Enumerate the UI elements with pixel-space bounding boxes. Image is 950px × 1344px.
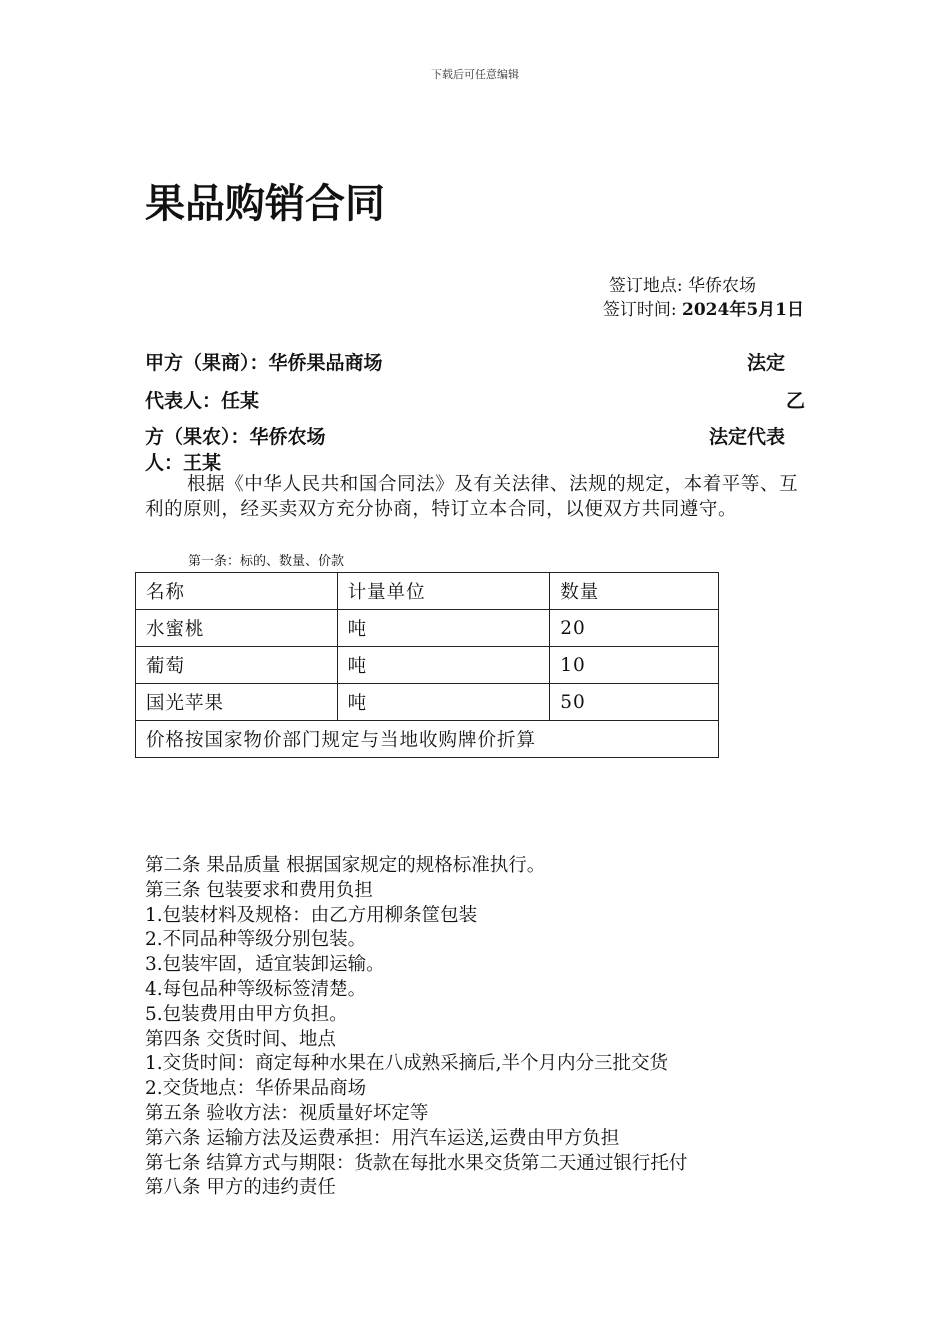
party-line-2-right: 乙 (785, 390, 805, 412)
clause-line: 第七条 结算方式与期限：货款在每批水果交货第二天通过银行托付 (145, 1152, 688, 1174)
clause-line: 2.不同品种等级分别包装。 (145, 929, 367, 951)
table-row (136, 684, 719, 721)
header-note: 下载后可任意编辑 (431, 68, 519, 81)
table-cell: 吨 (337, 684, 550, 721)
party-line-2 (145, 386, 805, 413)
clause-line: 第八条 甲方的违约责任 (145, 1177, 336, 1199)
table-cell: 葡萄 (136, 647, 338, 684)
table-header-cell: 计量单位 (337, 573, 550, 610)
table-cell: 吨 (337, 610, 550, 647)
table-cell: 50 (550, 684, 719, 721)
party-line-4 (145, 448, 805, 475)
article-1-heading: 第一条：标的、数量、价款 (188, 554, 345, 569)
table-cell: 20 (550, 610, 719, 647)
party-line-1 (145, 348, 805, 375)
table-cell: 水蜜桃 (136, 610, 338, 647)
table-cell: 吨 (337, 647, 550, 684)
clause-line: 2.交货地点：华侨果品商场 (145, 1078, 367, 1100)
signing-time (603, 298, 804, 322)
table-header-cell: 名称 (136, 573, 338, 610)
party-a-name: 甲方（果商）：华侨果品商场 (145, 352, 383, 374)
intro-paragraph: 根据《中华人民共和国合同法》及有关法律、法规的规定，本着平等、互利的原则，经买卖双方充分协商，特订立本合同，以便双方共同遵守。 (145, 474, 799, 520)
clause-line: 第四条 交货时间、地点 (145, 1028, 336, 1050)
signing-info (603, 274, 804, 322)
table-cell: 10 (550, 647, 719, 684)
party-line-3 (145, 422, 805, 449)
party-b-representative: 人：王某 (145, 452, 222, 474)
clause-line: 第六条 运输方法及运费承担：用汽车运送,运费由甲方负担 (145, 1127, 620, 1149)
clause-line: 5.包装费用由甲方负担。 (145, 1003, 348, 1025)
table-header-cell: 数量 (550, 573, 719, 610)
signing-place-value: 华侨农场 (688, 276, 757, 296)
clauses-list (145, 854, 825, 1201)
clause-line: 第三条 包装要求和费用负担 (145, 879, 373, 901)
document-title: 果品购销合同 (145, 181, 385, 227)
signing-time-label: 签订时间: (602, 300, 677, 320)
signing-place (603, 274, 804, 298)
party-b-name: 方（果农）：华侨农场 (145, 426, 326, 448)
signing-place-label: 签订地点: (608, 276, 683, 296)
table-row (136, 647, 719, 684)
clause-line: 第二条 果品质量 根据国家规定的规格标准执行。 (145, 855, 546, 876)
table-footer-cell: 价格按国家物价部门规定与当地收购牌价折算 (136, 721, 719, 758)
party-line-1-right: 法定 (746, 352, 785, 374)
table-header-row (136, 573, 719, 610)
table-cell: 国光苹果 (136, 684, 338, 721)
table-footer-row (136, 721, 719, 758)
clause-line: 1.包装材料及规格：由乙方用柳条筐包装 (145, 904, 478, 926)
party-a-representative: 代表人：任某 (145, 390, 260, 412)
clause-line: 4.每包品种等级标签清楚。 (145, 978, 367, 1000)
goods-table (135, 572, 719, 758)
clause-line: 第五条 验收方法：视质量好坏定等 (145, 1102, 429, 1124)
party-line-3-right: 法定代表 (708, 426, 785, 448)
clause-line: 1.交货时间：商定每种水果在八成熟采摘后,半个月内分三批交货 (145, 1053, 669, 1075)
table-row (136, 610, 719, 647)
clause-line: 3.包装牢固，适宜装卸运输。 (145, 954, 385, 976)
signing-time-value: 2024年5月1日 (682, 300, 804, 320)
